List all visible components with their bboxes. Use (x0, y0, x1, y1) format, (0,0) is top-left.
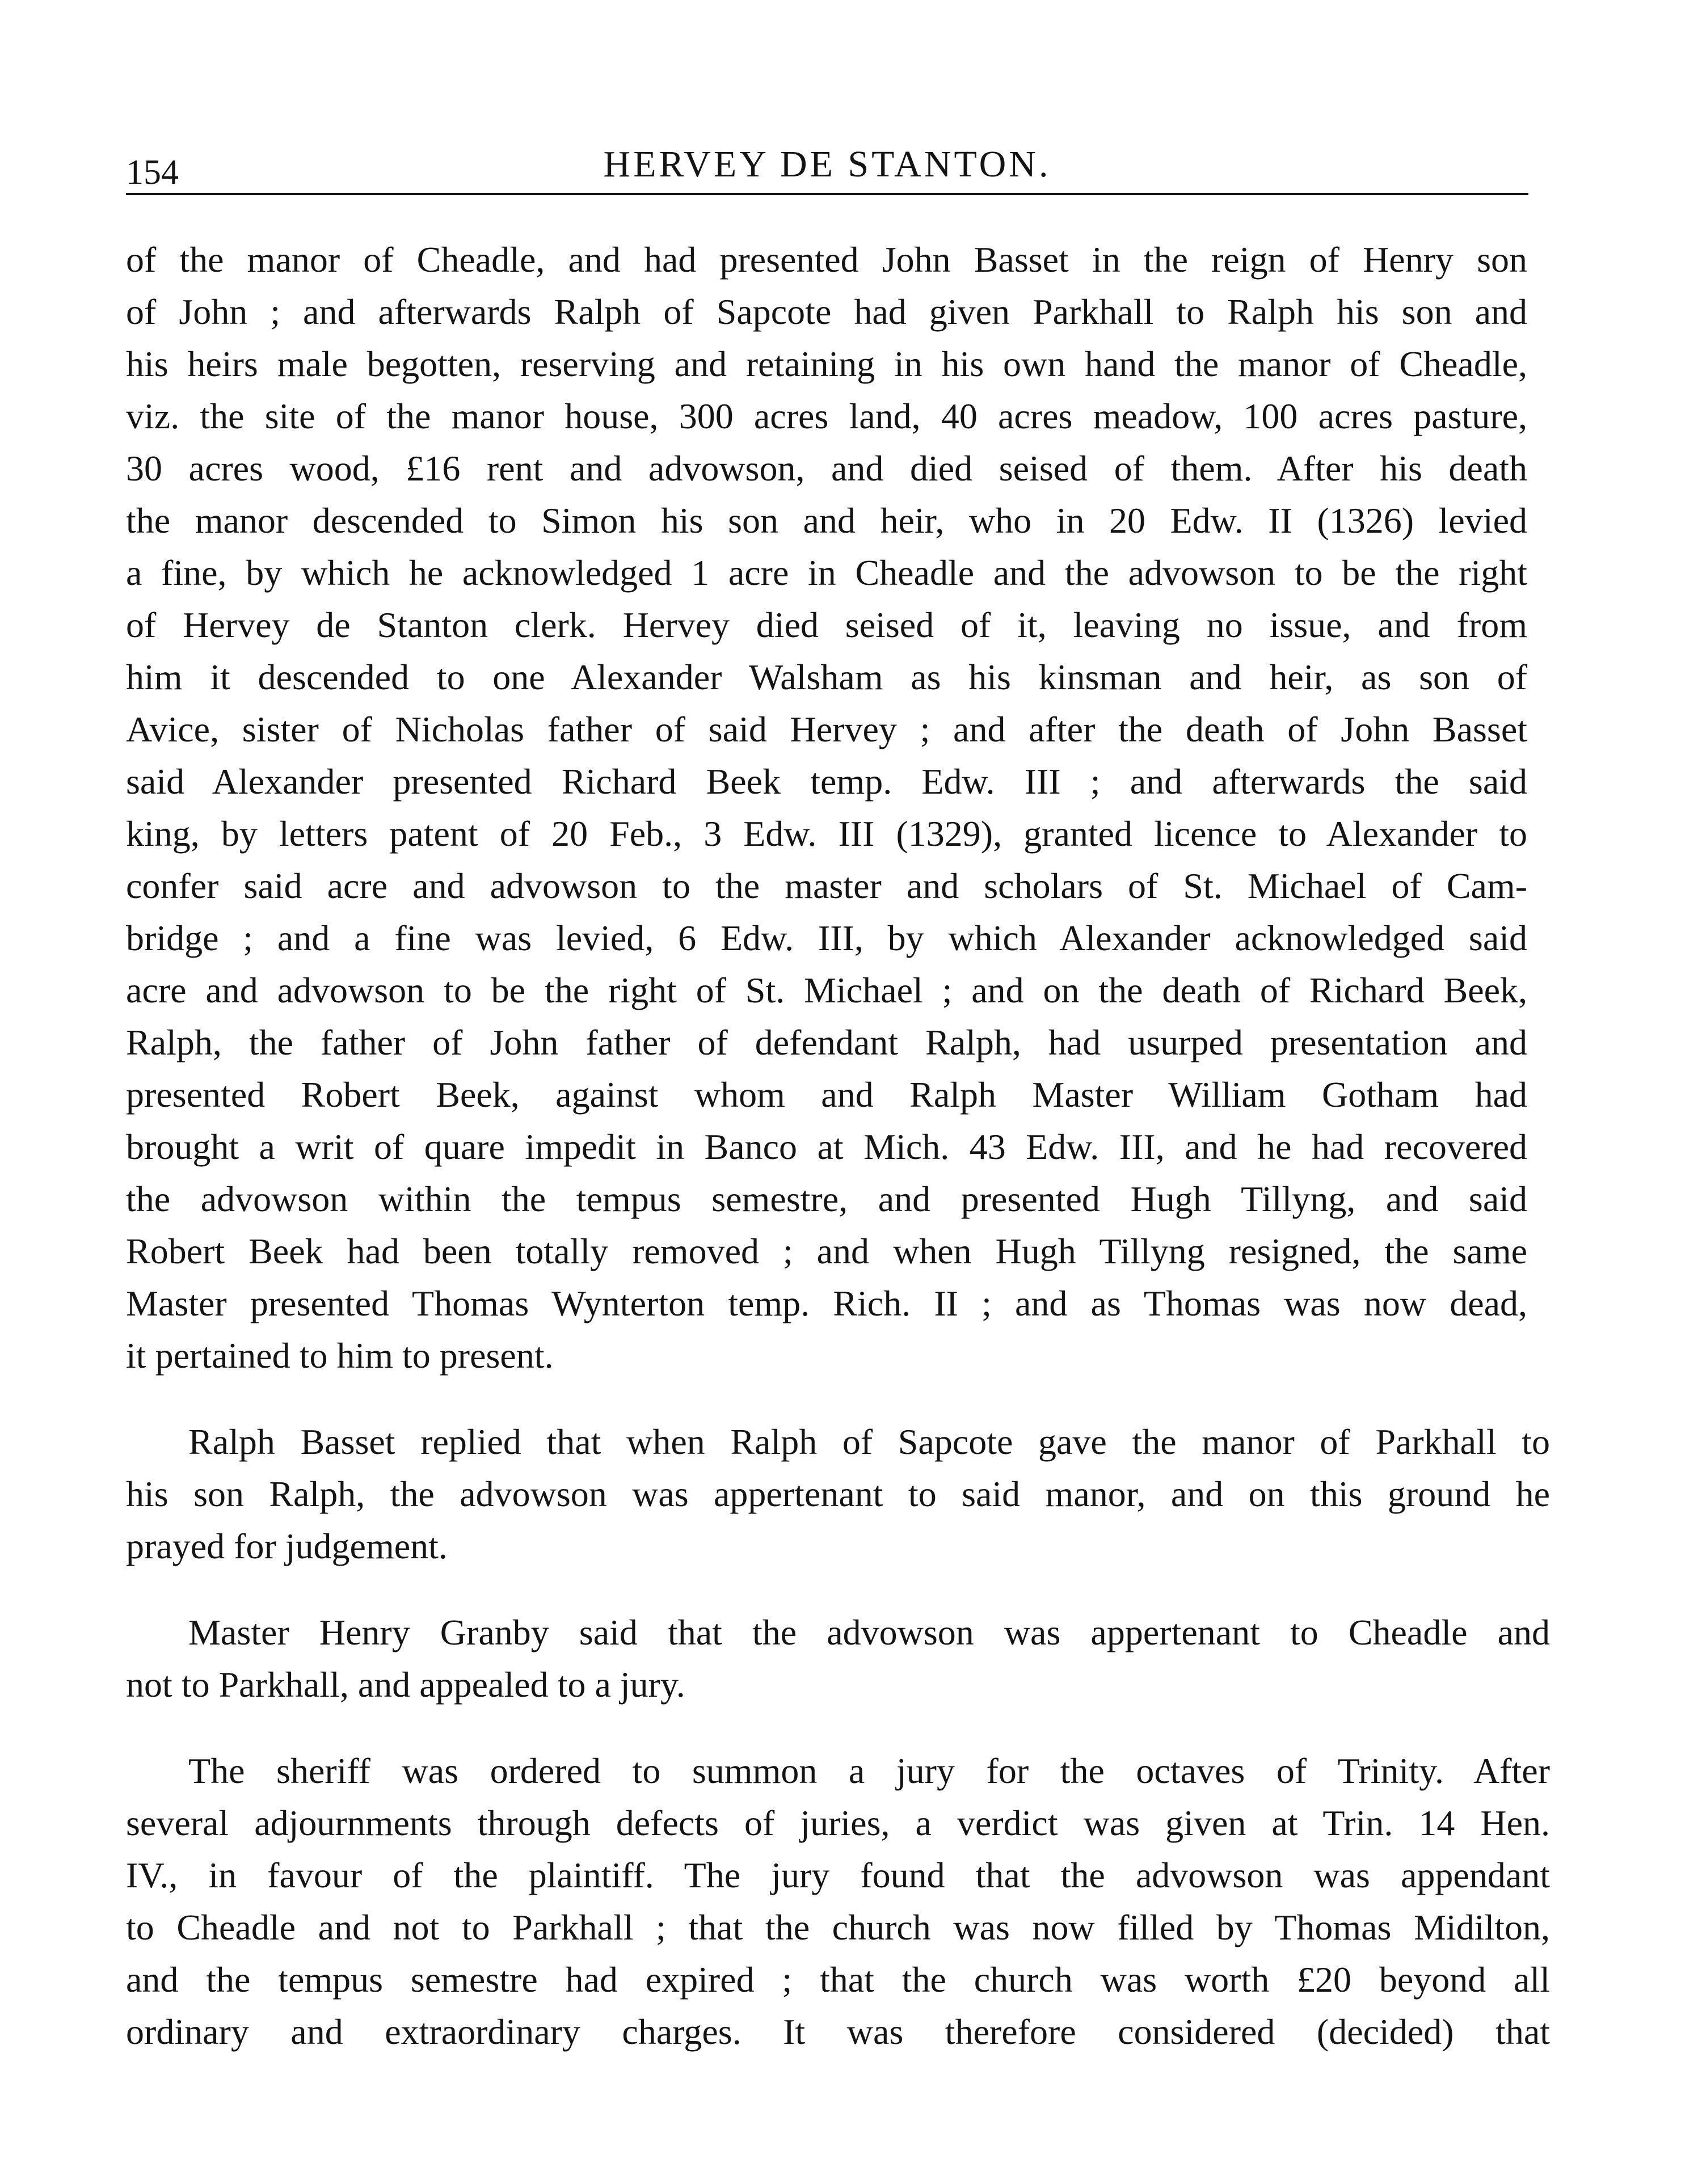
text-line: ordinary and extraordinary charges. It was therefore considered (decided) that (126, 2012, 1550, 2052)
text-line: his heirs male begotten, reserving and retaining in his own hand the manor of Cheadle, (126, 344, 1527, 384)
text-line: 30 acres wood, £16 rent and advowson, and died seised of them. After his death (126, 448, 1527, 488)
text-line: a fine, by which he acknowledged 1 acre in Cheadle and the advowson to be the right (126, 553, 1527, 593)
text-line: his son Ralph, the advowson was appertenant to said manor, and on this ground he (126, 1474, 1550, 1514)
body-text (126, 234, 1550, 2058)
text-line: of John ; and afterwards Ralph of Sapcote had given Parkhall to Ralph his son and (126, 292, 1527, 332)
paragraph (126, 1416, 1550, 1572)
header-rule (126, 193, 1528, 195)
text-line: of the manor of Cheadle, and had presented John Basset in the reign of Henry son (126, 239, 1527, 280)
text-line: of Hervey de Stanton clerk. Hervey died seised of it, leaving no issue, and from (126, 605, 1527, 645)
text-line: the manor descended to Simon his son and heir, who in 20 Edw. II (1326) levied (126, 500, 1527, 541)
text-line: him it descended to one Alexander Walsham as his kinsman and heir, as son of (126, 657, 1527, 697)
text-line: confer said acre and advowson to the master and scholars of St. Michael of Cam- (126, 866, 1527, 906)
text-line: presented Robert Beek, against whom and Ralph Master William Gotham had (126, 1074, 1527, 1115)
text-line: Master presented Thomas Wynterton temp. Rich. II ; and as Thomas was now dead, (126, 1283, 1527, 1323)
text-line: acre and advowson to be the right of St. Michael ; and on the death of Richard Beek, (126, 970, 1527, 1010)
text-line: Master Henry Granby said that the advowson was appertenant to Cheadle and (188, 1612, 1550, 1652)
text-line: not to Parkhall, and appealed to a jury. (126, 1664, 685, 1705)
text-line: bridge ; and a fine was levied, 6 Edw. III, by which Alexander acknowledged said (126, 918, 1527, 958)
text-line: Robert Beek had been totally removed ; and when Hugh Tillyng resigned, the same (126, 1231, 1527, 1271)
text-line: said Alexander presented Richard Beek temp. Edw. III ; and afterwards the said (126, 761, 1527, 802)
paragraph (126, 234, 1527, 1382)
text-line: prayed for judgement. (126, 1526, 448, 1566)
page-number: 154 (126, 153, 179, 192)
page-header (126, 136, 1528, 199)
text-line: it pertained to him to present. (126, 1335, 554, 1376)
text-line: and the tempus semestre had expired ; that the church was worth £20 beyond all (126, 1959, 1550, 2000)
text-line: Ralph, the father of John father of defendant Ralph, had usurped presentation and (126, 1022, 1527, 1063)
text-line: the advowson within the tempus semestre, and presented Hugh Tillyng, and said (126, 1179, 1527, 1219)
text-line: Avice, sister of Nicholas father of said Hervey ; and after the death of John Basset (126, 709, 1527, 749)
paragraph (126, 1607, 1550, 1711)
paragraph (126, 1745, 1550, 2058)
running-title: HERVEY DE STANTON. (603, 144, 1051, 185)
text-line: to Cheadle and not to Parkhall ; that the church was now filled by Thomas Midilton, (126, 1907, 1550, 1947)
text-line: king, by letters patent of 20 Feb., 3 Edw. III (1329), granted licence to Alexander to (126, 813, 1527, 854)
text-line: Ralph Basset replied that when Ralph of Sapcote gave the manor of Parkhall to (188, 1422, 1550, 1462)
text-line: The sheriff was ordered to summon a jury for the octaves of Trinity. After (188, 1751, 1550, 1791)
text-line: IV., in favour of the plaintiff. The jury found that the advowson was appendant (126, 1855, 1550, 1895)
text-line: brought a writ of quare impedit in Banco at Mich. 43 Edw. III, and he had recovered (126, 1127, 1527, 1167)
text-line: several adjournments through defects of juries, a verdict was given at Trin. 14 Hen. (126, 1803, 1550, 1843)
text-line: viz. the site of the manor house, 300 acres land, 40 acres meadow, 100 acres pasture, (126, 396, 1527, 436)
